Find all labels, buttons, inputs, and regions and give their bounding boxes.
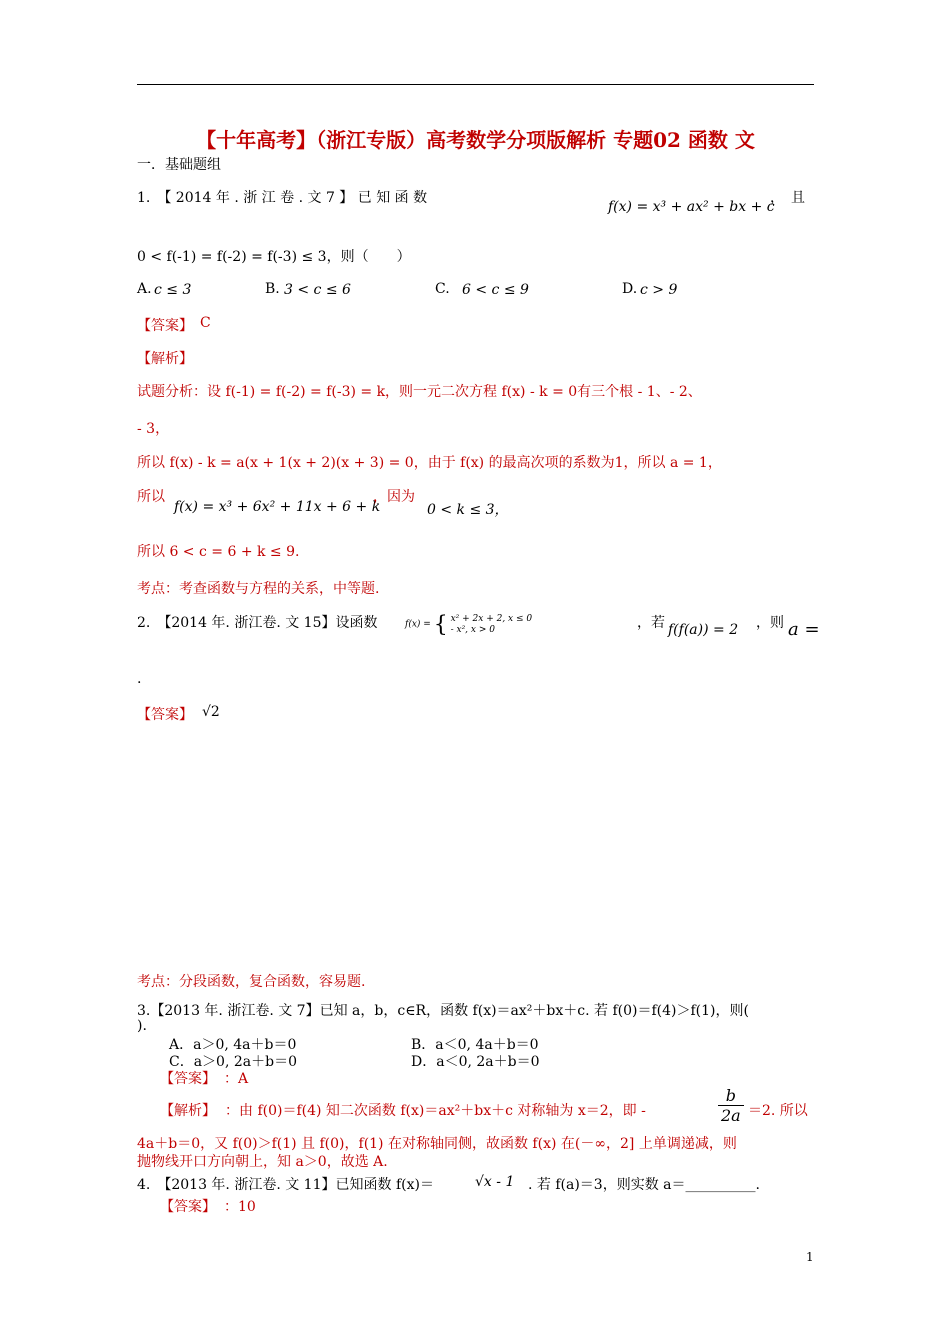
q2-stem: 2. 【2014 年. 浙江卷. 文 15】设函数 bbox=[137, 615, 378, 631]
q1-option-a-label: A. bbox=[137, 281, 152, 297]
q2-kaodian: 考点：分段函数，复合函数，容易题. bbox=[137, 974, 366, 990]
q1-option-c: 6 < c ≤ 9 bbox=[462, 282, 529, 298]
q2-answer: √2 bbox=[202, 704, 220, 720]
q2-ruo: ，若 bbox=[637, 615, 665, 631]
q4-answer: ：10 bbox=[224, 1199, 256, 1215]
q3-option-c: C．a＞0, 2a＋b＝0 bbox=[169, 1054, 297, 1070]
q1-analysis-line3-cond: 0 < k ≤ 3， bbox=[427, 502, 509, 518]
q1-option-c-label: C. bbox=[435, 281, 450, 297]
q3-stem2: ). bbox=[137, 1018, 147, 1034]
q1-analysis-line2: 所以 f(x) - k = a(x + 1(x + 2)(x + 3) = 0，由于 f(x) 的最高次项的系数为1，所以 a = 1， bbox=[137, 455, 722, 471]
q2-dot: . bbox=[137, 671, 142, 687]
q2-answer-label: 【答案】 bbox=[137, 707, 193, 723]
q2-piecewise bbox=[405, 614, 532, 636]
q1-comma-and: ， 且 bbox=[770, 190, 805, 206]
q4-stem: 4. 【2013 年. 浙江卷. 文 11】已知函数 f(x)＝ bbox=[137, 1177, 434, 1193]
q1-analysis-line1: 试题分析：设 f(-1) = f(-2) = f(-3) = k，则一元二次方程 f(x) - k = 0有三个根 - 1、- 2、 bbox=[137, 384, 702, 400]
q1-function: f(x) = x³ + ax² + bx + c bbox=[608, 199, 775, 215]
q1-analysis-line3-mid: ，因为 bbox=[373, 489, 415, 505]
q3-fraction bbox=[718, 1086, 744, 1125]
q2-piece-1: x² + 2x + 2, x ≤ 0 bbox=[450, 614, 533, 624]
q3-fraction-numerator: b bbox=[718, 1086, 744, 1106]
q1-analysis-line3-pre: 所以 bbox=[137, 489, 165, 505]
q4-sqrt: √x - 1 bbox=[475, 1174, 515, 1190]
page-number: 1 bbox=[806, 1250, 814, 1264]
q2-ze: ，则 bbox=[756, 615, 784, 631]
q3-option-d: D．a＜0, 2a＋b＝0 bbox=[411, 1054, 540, 1070]
q3-analysis-line1: ：由 f(0)＝f(4) 知二次函数 f(x)＝ax²＋bx＋c 对称轴为 x＝2，即 - bbox=[225, 1103, 646, 1119]
q4-stem2: . 若 f(a)＝3，则实数 a＝__________. bbox=[528, 1177, 760, 1193]
q1-analysis-line3-func: f(x) = x³ + 6x² + 11x + 6 + k bbox=[174, 499, 381, 515]
q1-analysis-line1b: - 3， bbox=[137, 421, 170, 437]
q3-analysis-line3: 抛物线开口方向朝上，知 a＞0，故选 A. bbox=[137, 1154, 388, 1170]
q1-analysis-line4: 所以 6 < c = 6 + k ≤ 9. bbox=[137, 544, 300, 560]
q1-option-d: c > 9 bbox=[640, 282, 678, 298]
page-title: 【十年高考】（浙江专版）高考数学分项版解析 专题02 函数 文 bbox=[196, 128, 755, 152]
q1-option-d-label: D. bbox=[622, 281, 638, 297]
q3-analysis-line2: 4a＋b＝0，又 f(0)＞f(1) 且 f(0)，f(1) 在对称轴同侧，故函数 f(x) 在(－∞，2] 上单调递减，则 bbox=[137, 1136, 737, 1152]
q1-kaodian: 考点：考查函数与方程的关系，中等题. bbox=[137, 581, 380, 597]
q4-answer-label: 【答案】 bbox=[160, 1199, 216, 1215]
q3-analysis-label: 【解析】 bbox=[160, 1103, 216, 1119]
q2-piecewise-brace: { bbox=[433, 612, 448, 638]
q2-piece-2: - x², x > 0 bbox=[450, 625, 495, 635]
q3-analysis-line1-post: ＝2. 所以 bbox=[748, 1103, 808, 1119]
q1-stem: 1. 【 2014 年 . 浙 江 卷 . 文 7 】 已 知 函 数 bbox=[137, 190, 428, 206]
q1-option-a: c ≤ 3 bbox=[154, 282, 192, 298]
header-rule bbox=[137, 84, 814, 85]
q3-stem: 3.【2013 年. 浙江卷. 文 7】已知 a，b，c∈R，函数 f(x)＝ax²＋bx＋c. 若 f(0)＝f(4)＞f(1)，则( bbox=[137, 1003, 749, 1019]
q1-answer: C bbox=[200, 315, 211, 331]
q3-option-b: B．a＜0, 4a＋b＝0 bbox=[411, 1037, 539, 1053]
q2-condition: f(f(a)) = 2 bbox=[668, 622, 739, 638]
section-heading: 一．基础题组 bbox=[137, 157, 221, 173]
q1-condition: 0 < f(-1) = f(-2) = f(-3) ≤ 3，则（ ） bbox=[137, 249, 411, 265]
q3-answer: ：A bbox=[224, 1071, 249, 1087]
q2-piecewise-cases bbox=[451, 614, 533, 636]
q3-answer-label: 【答案】 bbox=[160, 1071, 216, 1087]
q3-option-a: A．a＞0, 4a＋b＝0 bbox=[169, 1037, 297, 1053]
q1-answer-label: 【答案】 bbox=[137, 318, 193, 334]
q2-a-equals: a = bbox=[788, 619, 820, 640]
q3-fraction-denominator: 2a bbox=[721, 1106, 741, 1125]
q1-option-b: 3 < c ≤ 6 bbox=[284, 282, 351, 298]
q1-analysis-label: 【解析】 bbox=[137, 351, 193, 367]
q2-piecewise-fx: f(x) = bbox=[405, 619, 431, 630]
q1-option-b-label: B. bbox=[265, 281, 280, 297]
